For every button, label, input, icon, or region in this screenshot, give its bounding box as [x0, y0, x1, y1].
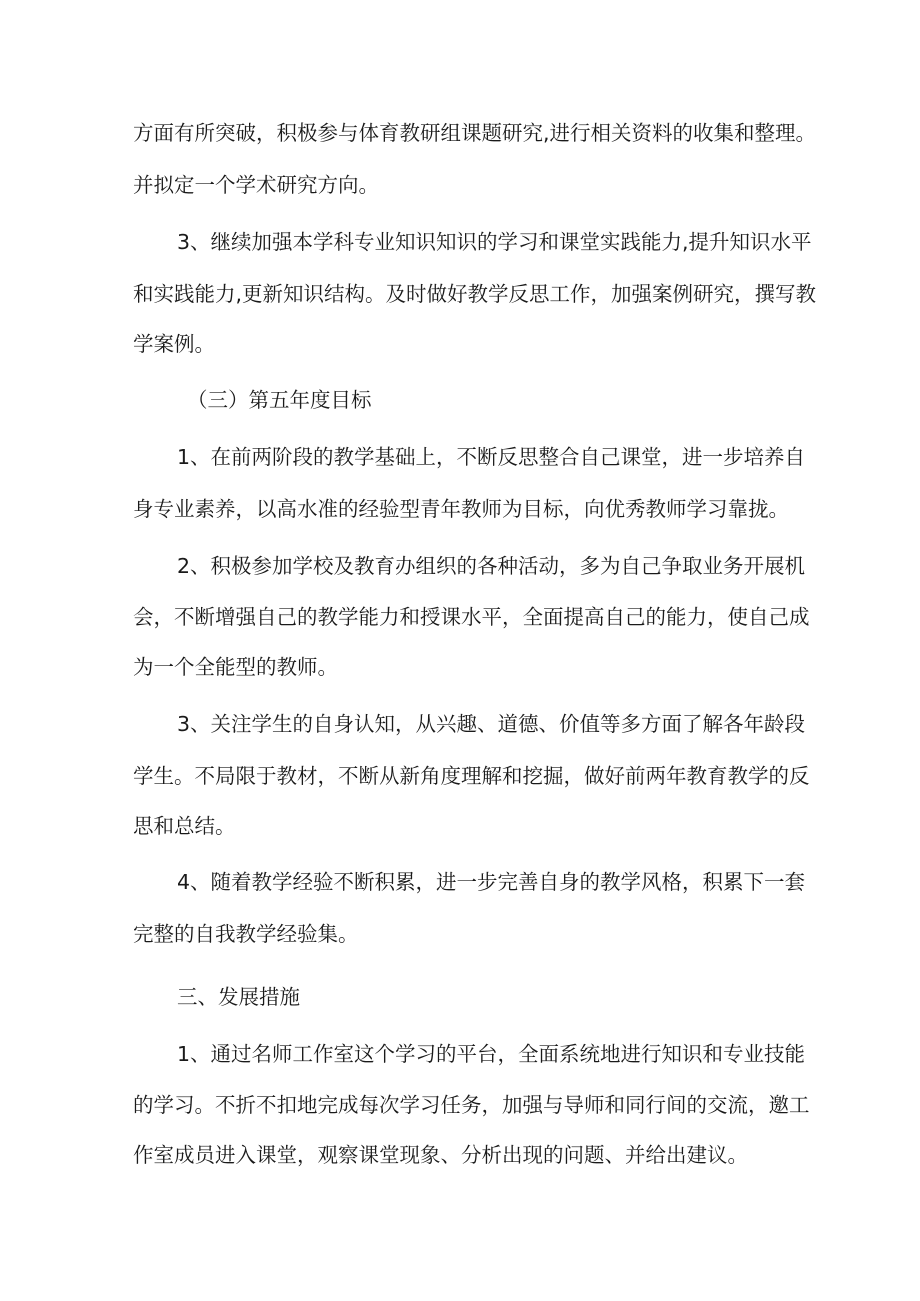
paragraph-line: 思和总结。: [133, 814, 236, 838]
paragraph-line: 方面有所突破，积极参与体育教研组课题研究,进行相关资料的收集和整理。: [133, 121, 817, 145]
paragraph-line: 和实践能力,更新知识结构。及时做好教学反思工作，加强案例研究，撰写教: [133, 282, 817, 306]
paragraph-line: 1、在前两阶段的教学基础上，不断反思整合自己课堂，进一步培养自: [177, 445, 806, 469]
paragraph-line: 并拟定一个学术研究方向。: [133, 173, 379, 197]
paragraph-line: 身专业素养，以高水准的经验型青年教师为目标，向优秀教师学习靠拢。: [133, 497, 789, 521]
paragraph-line: 1、通过名师工作室这个学习的平台，全面系统地进行知识和专业技能: [177, 1042, 806, 1066]
section-heading: （三）第五年度目标: [187, 388, 372, 412]
paragraph-line: 3、继续加强本学科专业知识知识的学习和课堂实践能力,提升知识水平: [177, 230, 812, 254]
section-heading: 三、发展措施: [177, 985, 300, 1009]
paragraph-line: 学生。不局限于教材，不断从新角度理解和挖掘，做好前两年教育教学的反: [133, 764, 810, 788]
paragraph-line: 2、积极参加学校及教育办组织的各种活动，多为自己争取业务开展机: [177, 554, 806, 578]
paragraph-line: 3、关注学生的自身认知，从兴趣、道德、价值等多方面了解各年龄段: [177, 712, 806, 736]
paragraph-line: 作室成员进入课堂，观察课堂现象、分析出现的问题、并给出建议。: [133, 1143, 748, 1167]
paragraph-line: 的学习。不折不扣地完成每次学习任务，加强与导师和同行间的交流，邀工: [133, 1093, 810, 1117]
paragraph-line: 会，不断增强自己的教学能力和授课水平，全面提高自己的能力，使自己成: [133, 605, 810, 629]
paragraph-line: 完整的自我教学经验集。: [133, 922, 359, 946]
paragraph-line: 为一个全能型的教师。: [133, 655, 338, 679]
paragraph-line: 4、随着教学经验不断积累，进一步完善自身的教学风格，积累下一套: [177, 870, 806, 894]
paragraph-line: 学案例。: [133, 332, 215, 356]
